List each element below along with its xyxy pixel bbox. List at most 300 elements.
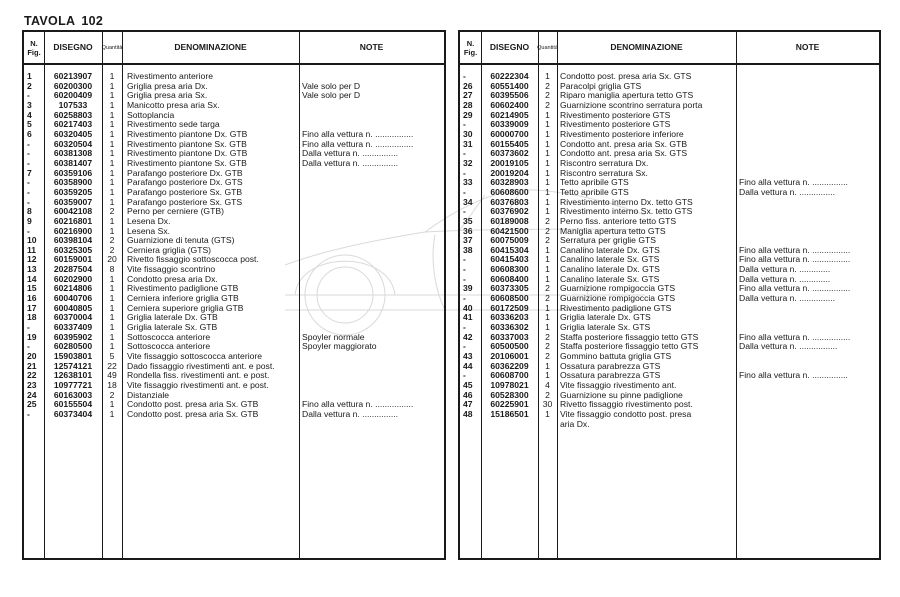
row-fig: 28 (463, 99, 473, 110)
row-quantita: 2 (545, 351, 550, 362)
row-denominazione: Griglia laterale Dx. GTS (560, 312, 651, 323)
row-quantita: 1 (545, 264, 550, 275)
row-quantita: 1 (545, 322, 550, 333)
row-denominazione: Griglia laterale Sx. GTS (560, 322, 651, 333)
row-denominazione: Manicotto presa aria Sx. (127, 99, 220, 110)
header-note: NOTE (795, 42, 820, 52)
row-disegno: 60359205 (53, 186, 93, 197)
header-quantita: Quantità (537, 44, 558, 51)
row-fig: 43 (463, 351, 473, 362)
row-disegno: 60202900 (53, 273, 93, 284)
row-disegno: 20019204 (490, 167, 529, 178)
row-fig: 29 (463, 109, 473, 120)
row-denominazione: Vite fissaggio rivestimenti ant. e post. (127, 380, 269, 390)
table-header (24, 32, 444, 65)
row-denominazione: Riscontro serratura Sx. (560, 167, 648, 178)
row-fig: 41 (463, 312, 473, 323)
header-disegno: DISEGNO (53, 42, 93, 52)
row-denominazione: Ossatura parabrezza GTS (560, 360, 661, 371)
row-fig: 45 (463, 380, 473, 390)
row-quantita: 1 (109, 157, 115, 168)
row-denominazione: Tetto apribile GTS (560, 177, 629, 188)
row-fig: 17 (27, 302, 37, 313)
row-denominazione: Griglia laterale Dx. GTB (127, 312, 218, 323)
row-disegno: 20287504 (53, 264, 93, 275)
row-fig: - (463, 370, 466, 381)
row-fig: 19 (27, 331, 37, 342)
row-disegno: 60040706 (53, 293, 93, 304)
row-disegno: 60217403 (53, 119, 93, 130)
table-row (460, 420, 879, 430)
row-disegno: 60325305 (53, 244, 93, 255)
row-fig: 6 (27, 128, 32, 139)
row-quantita: 1 (109, 322, 115, 333)
row-fig: - (27, 90, 30, 101)
row-fig: 32 (463, 157, 473, 168)
row-fig: - (27, 322, 30, 333)
row-quantita: 2 (545, 225, 550, 236)
row-note: Fino alla vettura n. ............... (739, 370, 848, 381)
row-note: Vale solo per D (302, 90, 361, 101)
row-denominazione: Condotto ant. presa aria Sx. GTS (560, 148, 688, 159)
row-denominazione: Condotto post. presa aria Sx. GTB (127, 399, 259, 410)
row-quantita: 1 (109, 186, 115, 197)
row-denominazione: Rondella fiss. rivestimenti ant. e post. (127, 370, 270, 381)
row-disegno: 60373602 (490, 148, 529, 159)
row-disegno: 60042108 (53, 206, 93, 217)
row-quantita: 1 (545, 177, 550, 188)
row-quantita: 1 (545, 206, 550, 217)
row-quantita: 2 (545, 293, 550, 304)
row-disegno: 60398104 (53, 235, 93, 246)
row-fig: 24 (27, 389, 37, 400)
row-quantita: 1 (545, 109, 550, 120)
row-denominazione: Condotto post. presa aria Sx. GTB (127, 408, 259, 419)
row-note: Dalla vettura n. ............... (302, 148, 398, 159)
row-denominazione: Serratura per griglie GTS (560, 235, 656, 246)
row-disegno: 60551400 (490, 80, 529, 91)
row-fig: - (27, 177, 30, 188)
row-denominazione: Parafango posteriore Sx. GTB (127, 186, 243, 197)
row-denominazione: Condotto presa aria Dx. (127, 273, 218, 284)
page-title-label: TAVOLA (24, 14, 76, 28)
row-fig: 48 (463, 408, 473, 419)
row-fig: 39 (463, 283, 473, 294)
row-quantita: 1 (545, 273, 550, 284)
row-fig: 4 (27, 109, 32, 120)
row-disegno: 60200409 (53, 90, 93, 101)
row-disegno: 60172509 (490, 302, 529, 313)
row-disegno: 60000700 (490, 128, 529, 139)
row-disegno: 60214905 (490, 109, 529, 120)
row-denominazione: Rivestimento anteriore (127, 71, 213, 81)
row-fig: - (463, 206, 466, 217)
row-disegno: 10978021 (490, 380, 529, 390)
row-fig: - (27, 138, 30, 149)
row-disegno: 60373305 (490, 283, 529, 294)
page-title (24, 14, 103, 28)
row-denominazione: Rivestimento piantone Dx. GTB (127, 148, 248, 159)
row-quantita: 1 (545, 360, 550, 371)
row-quantita: 1 (545, 244, 550, 255)
row-fig: - (463, 148, 466, 159)
row-denominazione: Lesena Dx. (127, 215, 171, 226)
row-fig: 38 (463, 244, 473, 255)
row-fig: 36 (463, 225, 473, 236)
row-quantita: 1 (545, 138, 550, 149)
row-disegno: 60339009 (490, 119, 529, 130)
row-quantita: 1 (545, 148, 550, 159)
row-denominazione: Parafango posteriore Dx. GTB (127, 167, 243, 178)
row-disegno: 60075009 (490, 235, 529, 246)
row-disegno: 60362209 (490, 360, 529, 371)
row-denominazione: Condotto post. presa aria Sx. GTS (560, 71, 692, 81)
row-denominazione: Griglia presa aria Sx. (127, 90, 208, 101)
row-disegno: 20019105 (490, 157, 529, 168)
row-denominazione: Rivestimento posteriore GTS (560, 119, 671, 130)
row-fig: 2 (27, 80, 32, 91)
row-fig: - (463, 293, 466, 304)
row-quantita: 1 (545, 186, 550, 197)
row-disegno: 60214806 (53, 283, 93, 294)
row-denominazione: Guarnizione scontrino serratura porta (560, 99, 703, 110)
row-quantita: 2 (545, 99, 550, 110)
header-denominazione: DENOMINAZIONE (610, 42, 683, 52)
row-disegno: 60336203 (490, 312, 529, 323)
row-quantita: 1 (545, 370, 550, 381)
row-quantita: 1 (545, 302, 550, 313)
row-denominazione: Rivetto fissaggio sottoscocca post. (127, 254, 259, 265)
row-quantita: 1 (109, 128, 115, 139)
row-denominazione: Canalino laterale Sx. GTS (560, 254, 660, 265)
row-quantita: 1 (545, 254, 550, 265)
row-fig: - (463, 341, 466, 352)
header-fig: N. Fig. (27, 38, 41, 57)
row-quantita: 1 (109, 302, 115, 313)
row-quantita: 2 (545, 235, 550, 246)
row-note: Fino alla vettura n. ................ (302, 138, 414, 149)
header-denominazione: DENOMINAZIONE (174, 42, 247, 52)
row-fig: 22 (27, 370, 37, 381)
row-disegno: 60373404 (53, 408, 93, 419)
row-fig: 12 (27, 254, 37, 265)
table-row (24, 410, 444, 420)
row-disegno: 60608500 (490, 293, 529, 304)
row-disegno: 60376902 (490, 206, 529, 217)
row-denominazione: Ossatura parabrezza GTS (560, 370, 661, 381)
row-disegno: 60415304 (490, 244, 529, 255)
row-denominazione: Vite fissaggio condotto post. presa (560, 408, 692, 419)
row-quantita: 1 (545, 71, 550, 81)
row-fig: 9 (27, 215, 32, 226)
row-quantita: 1 (545, 408, 550, 419)
row-quantita: 2 (545, 215, 550, 226)
row-disegno: 60320405 (53, 128, 93, 139)
row-quantita: 1 (109, 399, 115, 410)
row-quantita: 1 (109, 408, 115, 419)
row-note: Dalla vettura n. ............... (302, 408, 398, 419)
row-fig: 5 (27, 119, 32, 130)
row-note: Fino alla vettura n. ................ (302, 128, 414, 139)
table-row (460, 410, 879, 420)
row-disegno: 60320504 (53, 138, 93, 149)
row-denominazione: Cerniera griglia (GTS) (127, 244, 212, 255)
row-fig: - (27, 148, 30, 159)
row-denominazione: Vite fissaggio sottoscocca anteriore (127, 351, 263, 362)
row-fig: - (463, 167, 466, 178)
row-fig: 18 (27, 312, 37, 323)
row-disegno: 60608700 (490, 370, 529, 381)
row-note: Fino alla vettura n. ................ (739, 283, 851, 294)
header-fig: N. Fig. (463, 38, 478, 57)
header-quantita: Quantità (101, 44, 123, 51)
row-disegno: 60159001 (53, 254, 93, 265)
row-fig: 15 (27, 283, 37, 294)
row-note: Fino alla vettura n. ................ (739, 254, 851, 265)
row-note: Fino alla vettura n. ................ (739, 331, 851, 342)
row-quantita: 49 (107, 370, 117, 381)
row-disegno: 60370004 (53, 312, 93, 323)
row-denominazione: Gommino battuta griglia GTS (560, 351, 672, 362)
row-disegno: 60381308 (53, 148, 93, 159)
row-disegno: 60608300 (490, 264, 529, 275)
row-fig: 1 (27, 71, 32, 81)
row-denominazione: Guarnizione rompigoccia GTS (560, 293, 676, 304)
table-header (460, 32, 879, 65)
row-denominazione: Staffa posteriore fissaggio tetto GTS (560, 331, 699, 342)
row-denominazione: Riparo maniglia apertura tetto GTS (560, 90, 694, 101)
row-denominazione: Rivestimento interno Dx. tetto GTS (560, 196, 693, 207)
row-fig: - (463, 264, 466, 275)
row-fig: 30 (463, 128, 473, 139)
row-denominazione: Perno per cerniere (GTB) (127, 206, 224, 217)
row-disegno: 15903801 (53, 351, 93, 362)
row-fig: 26 (463, 80, 473, 91)
row-fig: - (463, 273, 466, 284)
row-quantita: 1 (545, 128, 550, 139)
row-disegno: 60328903 (490, 177, 529, 188)
row-disegno: 15186501 (490, 408, 529, 419)
row-denominazione: Rivestimento interno Sx. tetto GTS (560, 206, 693, 217)
row-quantita: 1 (545, 196, 550, 207)
row-note: Fino alla vettura n. ................ (739, 244, 851, 255)
row-fig: 7 (27, 167, 32, 178)
row-disegno: 12574121 (53, 360, 93, 371)
row-denominazione: Guarnizione su pinne padiglione (560, 389, 683, 400)
row-disegno: 60225901 (490, 399, 529, 410)
row-quantita: 1 (109, 138, 115, 149)
row-denominazione: Canalino laterale Dx. GTS (560, 264, 660, 275)
row-quantita: 20 (107, 254, 117, 265)
row-disegno: 60608400 (490, 273, 529, 284)
row-fig: 23 (27, 380, 37, 390)
row-fig: 8 (27, 206, 32, 217)
row-disegno: 60258803 (53, 109, 93, 120)
row-note: Vale solo per D (302, 80, 361, 91)
row-disegno: 107533 (58, 99, 88, 110)
row-note: Dalla vettura n. ............... (739, 293, 835, 304)
row-fig: 16 (27, 293, 37, 304)
row-quantita: 1 (109, 167, 115, 178)
row-denominazione: Maniglia apertura tetto GTS (560, 225, 666, 236)
row-fig: 40 (463, 302, 473, 313)
row-disegno: 60280500 (53, 341, 93, 352)
row-disegno: 60189008 (490, 215, 529, 226)
row-fig: - (27, 196, 30, 207)
row-quantita: 1 (109, 119, 115, 130)
row-denominazione: Tetto apribile GTS (560, 186, 629, 197)
row-fig: 14 (27, 273, 37, 284)
row-disegno: 60155504 (53, 399, 93, 410)
table-body (460, 72, 879, 429)
row-denominazione: Rivetto fissaggio rivestimento post. (560, 399, 693, 410)
row-fig: 33 (463, 177, 473, 188)
row-fig: - (463, 71, 466, 81)
row-denominazione: Condotto ant. presa aria Sx. GTB (560, 138, 688, 149)
row-quantita: 22 (107, 360, 117, 371)
parts-table-right (458, 30, 881, 560)
row-denominazione: Cerniera inferiore griglia GTB (127, 293, 239, 304)
row-fig: - (27, 157, 30, 168)
row-quantita: 1 (109, 177, 115, 188)
row-quantita: 1 (545, 167, 550, 178)
row-denominazione: Paracolpi griglia GTS (560, 80, 642, 91)
row-denominazione: Cerniera superiore griglia GTB (127, 302, 244, 313)
row-denominazione: Griglia presa aria Dx. (127, 80, 208, 91)
row-quantita: 1 (109, 331, 115, 342)
row-denominazione: aria Dx. (560, 418, 590, 429)
row-disegno: 60359106 (53, 167, 93, 178)
row-quantita: 1 (545, 157, 550, 168)
row-denominazione: Sottoscocca anteriore (127, 341, 211, 352)
row-fig: 37 (463, 235, 473, 246)
row-disegno: 60337409 (53, 322, 93, 333)
row-quantita: 1 (109, 196, 115, 207)
row-note: Spoyler maggiorato (302, 341, 377, 352)
parts-table-left (22, 30, 446, 560)
row-fig: - (463, 186, 466, 197)
row-denominazione: Distanziale (127, 389, 170, 400)
row-quantita: 1 (109, 90, 115, 101)
row-disegno: 20106001 (490, 351, 529, 362)
row-quantita: 1 (109, 341, 115, 352)
row-quantita: 1 (109, 71, 115, 81)
page-title-number: 102 (81, 14, 104, 28)
row-fig: 3 (27, 99, 32, 110)
row-denominazione: Rivestimento piantone Sx. GTB (127, 157, 247, 168)
row-quantita: 2 (545, 80, 550, 91)
row-disegno: 60421500 (490, 225, 529, 236)
row-quantita: 8 (109, 264, 115, 275)
row-quantita: 1 (109, 80, 115, 91)
row-denominazione: Riscontro serratura Dx. (560, 157, 649, 168)
row-note: Dalla vettura n. ............. (739, 264, 831, 275)
row-fig: 34 (463, 196, 473, 207)
header-note: NOTE (359, 42, 384, 52)
row-fig: 20 (27, 351, 37, 362)
row-disegno: 60500500 (490, 341, 529, 352)
row-disegno: 60528300 (490, 389, 529, 400)
row-fig: 27 (463, 90, 473, 101)
row-disegno: 60040805 (53, 302, 93, 313)
row-denominazione: Rivestimento piantone Sx. GTB (127, 138, 247, 149)
row-fig: 35 (463, 215, 473, 226)
row-quantita: 1 (109, 99, 115, 110)
row-quantita: 1 (109, 225, 115, 236)
row-quantita: 1 (109, 109, 115, 120)
row-note: Dalla vettura n. ............... (739, 186, 835, 197)
row-disegno: 60608600 (490, 186, 529, 197)
row-quantita: 1 (545, 119, 550, 130)
row-denominazione: Rivestimento piantone Dx. GTB (127, 128, 248, 139)
row-quantita: 2 (545, 389, 550, 400)
row-note: Dalla vettura n. ................ (739, 341, 838, 352)
row-quantita: 1 (109, 215, 115, 226)
row-quantita: 2 (109, 244, 115, 255)
header-disegno: DISEGNO (489, 42, 530, 52)
row-disegno: 60415403 (490, 254, 529, 265)
row-quantita: 1 (109, 312, 115, 323)
row-fig: 11 (27, 244, 37, 255)
row-quantita: 4 (545, 380, 550, 390)
row-fig: - (463, 119, 466, 130)
row-fig: 47 (463, 399, 473, 410)
row-denominazione: Griglia laterale Sx. GTB (127, 322, 218, 333)
row-fig: - (27, 186, 30, 197)
row-quantita: 2 (545, 341, 550, 352)
row-quantita: 2 (109, 206, 115, 217)
row-fig: 21 (27, 360, 37, 371)
row-denominazione: Canalino laterale Sx. GTS (560, 273, 660, 284)
row-denominazione: Parafango posteriore Dx. GTS (127, 177, 243, 188)
row-fig: 10 (27, 235, 37, 246)
table-body (24, 72, 444, 420)
row-note: Fino alla vettura n. ................ (302, 399, 414, 410)
row-quantita: 2 (545, 331, 550, 342)
row-denominazione: Rivestimento posteriore inferiore (560, 128, 684, 139)
row-denominazione: Rivestimento padiglione GTB (127, 283, 239, 294)
row-fig: 42 (463, 331, 473, 342)
row-fig: 46 (463, 389, 473, 400)
row-note: Dalla vettura n. ............... (302, 157, 398, 168)
row-disegno: 60216900 (53, 225, 93, 236)
row-denominazione: Canalino laterale Dx. GTS (560, 244, 660, 255)
row-fig: - (27, 341, 30, 352)
row-disegno: 60163003 (53, 389, 93, 400)
row-denominazione: Dado fissaggio rivestimenti ant. e post. (127, 360, 275, 371)
table-row (24, 91, 444, 101)
row-disegno: 60395506 (490, 90, 529, 101)
row-disegno: 60381407 (53, 157, 93, 168)
row-quantita: 2 (109, 235, 115, 246)
row-fig: 44 (463, 360, 473, 371)
row-quantita: 5 (109, 351, 115, 362)
row-denominazione: Vite fissaggio rivestimento ant. (560, 380, 677, 390)
row-fig: - (27, 225, 30, 236)
row-disegno: 60222304 (490, 71, 529, 81)
row-denominazione: Guarnizione rompigoccia GTS (560, 283, 676, 294)
row-fig: 25 (27, 399, 37, 410)
row-note: Fino alla vettura n. ............... (739, 177, 848, 188)
row-denominazione: Staffa posteriore fissaggio tetto GTS (560, 341, 699, 352)
row-denominazione: Lesena Sx. (127, 225, 170, 236)
row-disegno: 60602400 (490, 99, 529, 110)
row-disegno: 60395902 (53, 331, 93, 342)
row-fig: 31 (463, 138, 473, 149)
row-disegno: 60359007 (53, 196, 93, 207)
row-disegno: 60216801 (53, 215, 93, 226)
row-quantita: 1 (109, 273, 115, 284)
